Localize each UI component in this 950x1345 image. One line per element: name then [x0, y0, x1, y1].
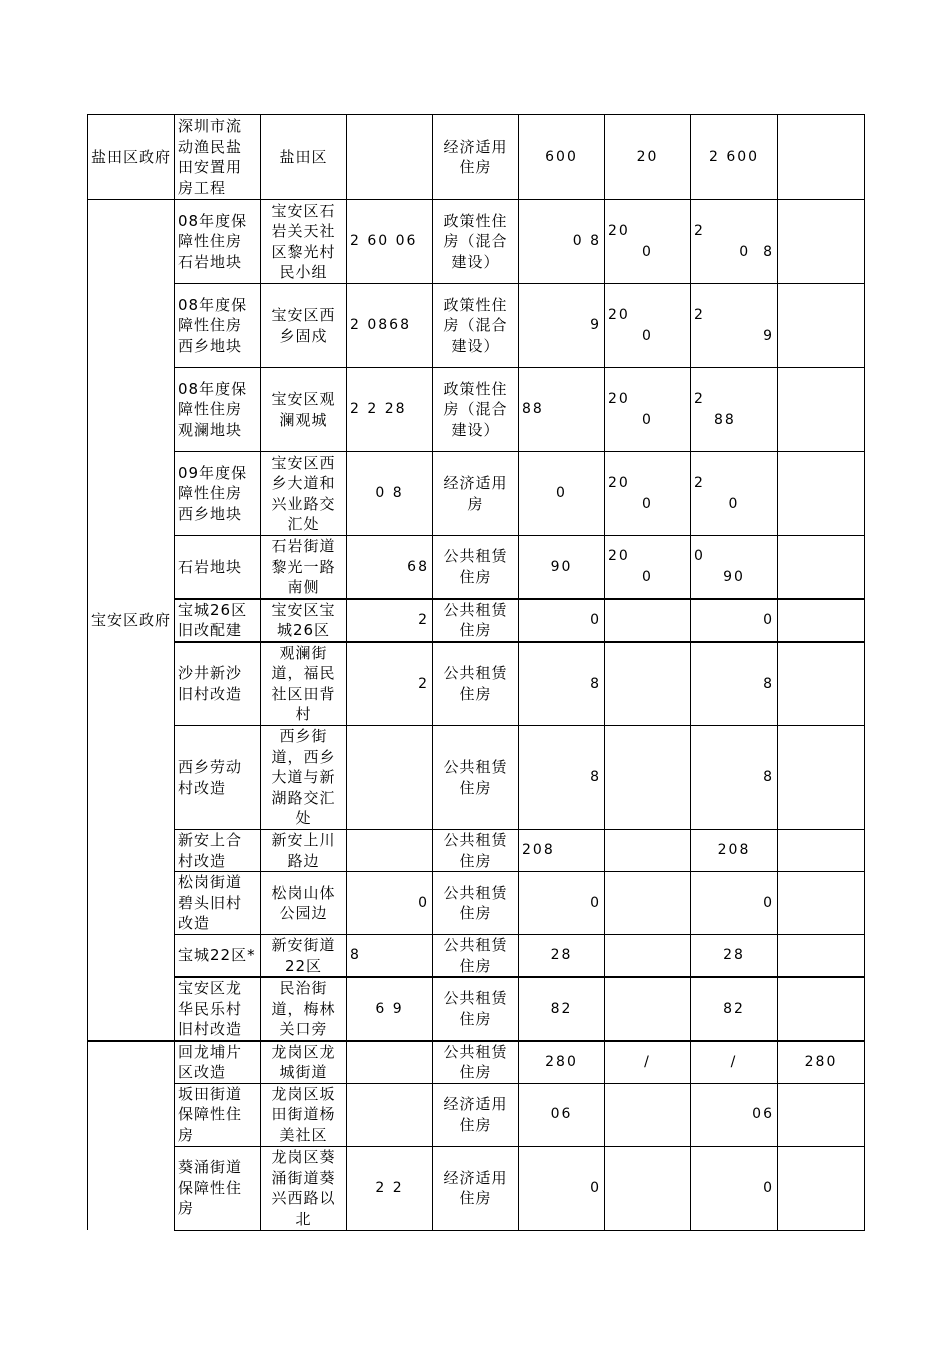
location-cell: 宝安区西乡固戍 [261, 284, 347, 368]
total-value-b: 90 [723, 568, 745, 585]
area-cell: 6 9 [347, 977, 433, 1041]
housing-project-table [87, 114, 865, 1231]
area-cell: 2 [347, 599, 433, 642]
remark-cell [778, 935, 865, 978]
area-cell: 2 2 [347, 1146, 433, 1230]
total-cell: 0 [691, 872, 778, 935]
housing-type-cell: 政策性住房（混合建设） [433, 200, 519, 284]
total-cell: 0 [691, 1146, 778, 1230]
table-row [88, 935, 865, 978]
area-cell: 2 0868 [347, 284, 433, 368]
total-cell [691, 200, 778, 284]
location-cell: 宝安区观澜观城 [261, 368, 347, 452]
total-value-b: 600 [726, 148, 760, 165]
org-cell [88, 1041, 175, 1231]
total-cell: 82 [691, 977, 778, 1041]
total-cell [691, 452, 778, 536]
year-value-b: 0 [642, 327, 653, 344]
table-row [88, 1146, 865, 1230]
table-row [88, 872, 865, 935]
area-cell: 2 60 06 [347, 200, 433, 284]
housing-type-cell: 公共租赁住房 [433, 1041, 519, 1084]
year-cell: / [605, 1041, 691, 1084]
remark-cell [778, 452, 865, 536]
year-value: 20 [608, 475, 630, 491]
org-cell: 宝安区政府 [88, 200, 175, 1041]
project-name-cell: 回龙埔片区改造 [175, 1041, 261, 1084]
year-cell [605, 284, 691, 368]
total-value-a: 2 [694, 223, 705, 239]
project-name-cell: 坂田街道保障性住房 [175, 1083, 261, 1146]
remark-cell [778, 284, 865, 368]
year-value-b: 0 [642, 411, 653, 428]
location-cell: 新安上川路边 [261, 830, 347, 872]
housing-type-cell: 公共租赁住房 [433, 872, 519, 935]
year-value: 20 [608, 307, 630, 323]
table-row [88, 452, 865, 536]
project-name-cell: 西乡劳动村改造 [175, 726, 261, 830]
year-cell [605, 872, 691, 935]
location-cell: 龙岗区葵涌街道葵兴西路以北 [261, 1146, 347, 1230]
total-cell: 28 [691, 935, 778, 978]
remark-cell [778, 368, 865, 452]
remark-cell [778, 1146, 865, 1230]
total-value-b: 0 8 [739, 243, 774, 260]
year-cell [605, 599, 691, 642]
area-cell [347, 1041, 433, 1084]
project-name-cell: 08年度保障性住房西乡地块 [175, 284, 261, 368]
units-cell: 90 [519, 536, 605, 599]
org-cell: 盐田区政府 [88, 115, 175, 200]
project-name-cell: 宝城26区旧改配建 [175, 599, 261, 642]
project-name-cell: 宝安区龙华民乐村旧村改造 [175, 977, 261, 1041]
units-cell: 0 8 [519, 200, 605, 284]
total-value-a: 0 [694, 548, 705, 565]
year-value: 20 [608, 548, 630, 565]
table-row [88, 726, 865, 830]
housing-type-cell: 政策性住房（混合建设） [433, 284, 519, 368]
location-cell: 宝安区石岩关天社区黎光村民小组 [261, 200, 347, 284]
table-row [88, 115, 865, 200]
units-cell: 0 [519, 872, 605, 935]
area-cell [347, 726, 433, 830]
location-cell: 松岗山体公园边 [261, 872, 347, 935]
housing-type-cell: 经济适用住房 [433, 115, 519, 200]
housing-type-cell: 公共租赁住房 [433, 977, 519, 1041]
table-row [88, 1083, 865, 1146]
total-cell [691, 368, 778, 452]
year-cell [605, 830, 691, 872]
units-cell: 28 [519, 935, 605, 978]
area-cell: 2 2 28 [347, 368, 433, 452]
location-cell: 石岩街道黎光一路南侧 [261, 536, 347, 599]
total-cell: 208 [691, 830, 778, 872]
total-cell [691, 536, 778, 599]
year-cell [605, 935, 691, 978]
remark-cell [778, 726, 865, 830]
table-row [88, 642, 865, 726]
table-row [88, 599, 865, 642]
project-name-cell: 08年度保障性住房石岩地块 [175, 200, 261, 284]
units-cell: 0 [519, 599, 605, 642]
table-row [88, 1041, 865, 1084]
total-cell: 8 [691, 642, 778, 726]
year-cell [605, 1083, 691, 1146]
area-cell [347, 1083, 433, 1146]
year-value: 20 [636, 148, 659, 165]
total-value-a: 2 [694, 391, 705, 407]
total-cell [691, 115, 778, 200]
year-cell [605, 200, 691, 284]
area-cell [347, 115, 433, 200]
year-cell [605, 115, 691, 200]
table-row [88, 536, 865, 599]
area-cell: 0 8 [347, 452, 433, 536]
total-cell: 0 [691, 599, 778, 642]
units-cell: 280 [519, 1041, 605, 1084]
total-cell: / [691, 1041, 778, 1084]
table-row [88, 284, 865, 368]
project-name-cell: 深圳市流动渔民盐田安置用房工程 [175, 115, 261, 200]
units-cell: 06 [519, 1083, 605, 1146]
area-cell: 2 [347, 642, 433, 726]
housing-type-cell: 政策性住房（混合建设） [433, 368, 519, 452]
location-cell: 龙岗区坂田街道杨美社区 [261, 1083, 347, 1146]
project-name-cell: 08年度保障性住房观澜地块 [175, 368, 261, 452]
units-cell: 82 [519, 977, 605, 1041]
units-cell: 8 [519, 642, 605, 726]
area-cell: 8 [347, 935, 433, 978]
total-cell: 06 [691, 1083, 778, 1146]
remark-cell [778, 830, 865, 872]
remark-cell [778, 599, 865, 642]
housing-type-cell: 公共租赁住房 [433, 726, 519, 830]
year-cell [605, 368, 691, 452]
year-cell [605, 452, 691, 536]
total-value-a: 2 [694, 307, 705, 323]
year-cell [605, 536, 691, 599]
housing-type-cell: 经济适用住房 [433, 1146, 519, 1230]
year-cell [605, 977, 691, 1041]
units-cell: 600 [519, 115, 605, 200]
location-cell: 宝安区宝城26区 [261, 599, 347, 642]
area-cell: 0 [347, 872, 433, 935]
area-cell: 68 [347, 536, 433, 599]
total-value-b: 88 [714, 411, 736, 428]
table-row [88, 368, 865, 452]
housing-type-cell: 公共租赁住房 [433, 599, 519, 642]
units-cell: 88 [519, 368, 605, 452]
remark-cell [778, 642, 865, 726]
remark-cell [778, 872, 865, 935]
housing-type-cell: 公共租赁住房 [433, 935, 519, 978]
housing-type-cell: 公共租赁住房 [433, 642, 519, 726]
remark-cell [778, 977, 865, 1041]
housing-type-cell: 经济适用房 [433, 452, 519, 536]
area-cell [347, 830, 433, 872]
table-row [88, 977, 865, 1041]
year-cell [605, 642, 691, 726]
units-cell: 0 [519, 452, 605, 536]
remark-cell [778, 200, 865, 284]
project-name-cell: 09年度保障性住房西乡地块 [175, 452, 261, 536]
total-cell [691, 284, 778, 368]
remark-cell: 280 [778, 1041, 865, 1084]
project-name-cell: 松岗街道碧头旧村改造 [175, 872, 261, 935]
location-cell: 西乡街道，西乡大道与新湖路交汇处 [261, 726, 347, 830]
table-row [88, 200, 865, 284]
location-cell: 观澜街道，福民社区田背村 [261, 642, 347, 726]
remark-cell [778, 115, 865, 200]
year-cell [605, 1146, 691, 1230]
units-cell: 9 [519, 284, 605, 368]
housing-type-cell: 经济适用住房 [433, 1083, 519, 1146]
year-value-b: 0 [642, 495, 653, 512]
total-cell: 8 [691, 726, 778, 830]
remark-cell [778, 1083, 865, 1146]
total-value-a: 2 [708, 148, 720, 165]
project-name-cell: 新安上合村改造 [175, 830, 261, 872]
units-cell: 8 [519, 726, 605, 830]
project-name-cell: 葵涌街道保障性住房 [175, 1146, 261, 1230]
project-name-cell: 宝城22区* [175, 935, 261, 978]
year-value-b: 0 [642, 568, 653, 585]
housing-type-cell: 公共租赁住房 [433, 830, 519, 872]
location-cell: 新安街道22区 [261, 935, 347, 978]
units-cell: 0 [519, 1146, 605, 1230]
location-cell: 盐田区 [261, 115, 347, 200]
year-value: 20 [608, 391, 630, 407]
location-cell: 民治街道，梅林关口旁 [261, 977, 347, 1041]
year-cell [605, 726, 691, 830]
housing-type-cell: 公共租赁住房 [433, 536, 519, 599]
year-value-b: 0 [642, 243, 653, 260]
year-value: 20 [608, 223, 630, 239]
total-value-a: 2 [694, 475, 705, 491]
location-cell: 龙岗区龙城街道 [261, 1041, 347, 1084]
table-row [88, 830, 865, 872]
units-cell: 208 [519, 830, 605, 872]
project-name-cell: 沙井新沙旧村改造 [175, 642, 261, 726]
project-name-cell: 石岩地块 [175, 536, 261, 599]
remark-cell [778, 536, 865, 599]
location-cell: 宝安区西乡大道和兴业路交汇处 [261, 452, 347, 536]
total-value-b: 9 [763, 327, 774, 344]
total-value-b: 0 [728, 495, 740, 512]
